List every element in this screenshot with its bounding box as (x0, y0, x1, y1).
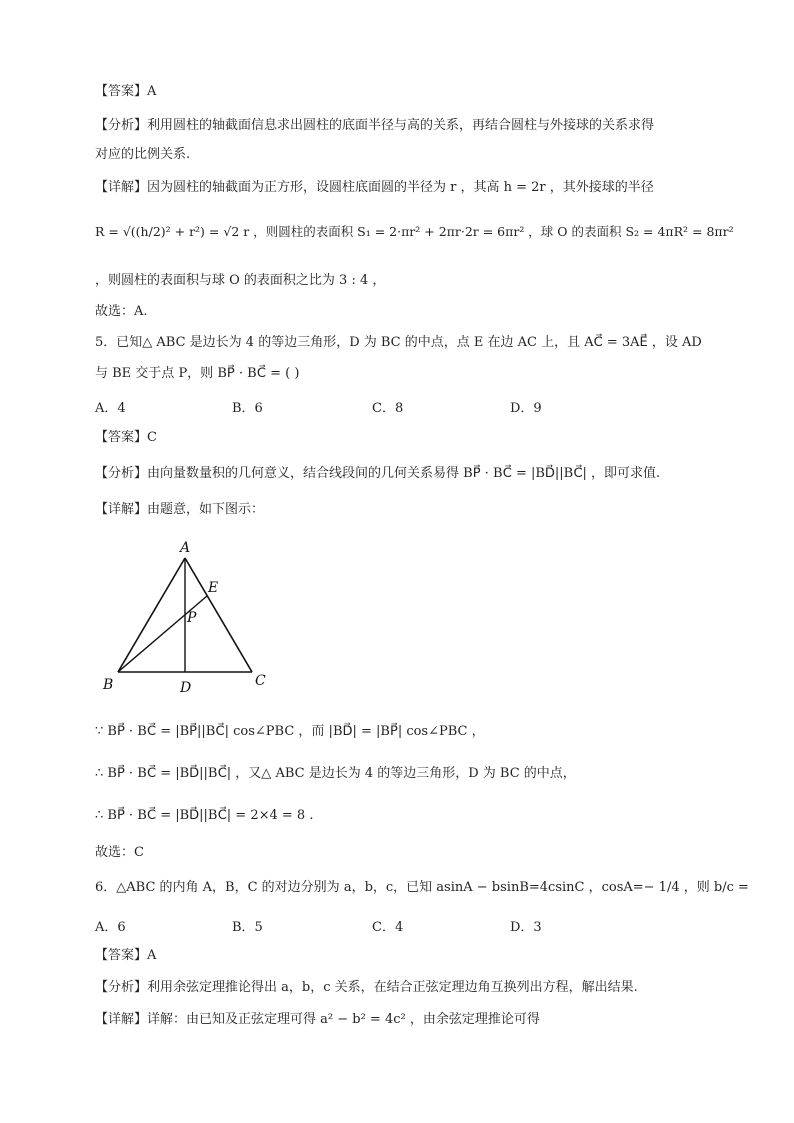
detail-tag: 【详解】 (95, 502, 148, 517)
side-ab (118, 558, 185, 672)
detail-tag: 【详解】 (95, 1012, 148, 1027)
q5-choose-line: 故选：C (95, 845, 144, 860)
q5-stem-line1: 5．已知△ ABC 是边长为 4 的等边三角形，D 为 BC 的中点，点 E 在边 AC 上，且 AC⃗ = 3AE⃗ ，设 AD (95, 335, 702, 350)
analysis-tag: 【分析】 (95, 980, 148, 995)
label-c: C (255, 673, 266, 689)
q4-detail-line (95, 178, 654, 198)
analysis-tag: 【分析】 (95, 466, 148, 481)
q4-conclusion-line: ，则圆柱的表面积与球 O 的表面积之比为 3 : 4 ， (95, 273, 386, 288)
answer-tag: 【答案】 (95, 430, 148, 445)
q5-answer-line (95, 428, 157, 448)
q6-stem: 6．△ABC 的内角 A，B，C 的对边分别为 a，b，c，已知 asinA − bsinB=4csinC ，cosA=− 1/4 ，则 b/c = (95, 880, 749, 895)
q6-option-d: D．3 (510, 920, 542, 935)
answer-value: A (147, 84, 157, 99)
detail-tag: 【详解】 (95, 180, 148, 195)
q4-analysis-line (95, 116, 654, 136)
answer-value: A (147, 948, 157, 963)
q5-option-c: C．8 (372, 401, 404, 416)
q4-choose-line: 故选：A. (95, 304, 148, 319)
q4-analysis-line2: 对应的比例关系. (95, 147, 191, 162)
q5-option-d: D．9 (510, 401, 542, 416)
detail-text: 详解：由已知及正弦定理可得 a² − b² = 4c² ，由余弦定理推论可得 (147, 1012, 540, 1027)
q6-option-a: A．6 (95, 920, 126, 935)
q6-detail-line (95, 1010, 540, 1030)
q5-option-b: B．6 (232, 401, 263, 416)
q5-analysis-line (95, 464, 660, 484)
q6-analysis-line (95, 978, 638, 998)
label-p: P (187, 610, 197, 626)
label-b: B (103, 677, 114, 693)
answer-value: C (147, 430, 157, 445)
analysis-text: 利用圆柱的轴截面信息求出圆柱的底面半径与高的关系，再结合圆柱与外接球的关系求得 (147, 118, 655, 133)
answer-tag: 【答案】 (95, 84, 148, 99)
answer-tag: 【答案】 (95, 948, 148, 963)
q4-answer-line (95, 82, 156, 102)
q5-step2: ∴ BP⃗ · BC⃗ = |BD⃗||BC⃗| ，又△ ABC 是边长为 4 的等边三角形，D 为 BC 的中点， (95, 766, 576, 781)
q5-option-a: A．4 (95, 401, 126, 416)
q6-option-c: C．4 (372, 920, 404, 935)
label-e: E (208, 580, 219, 596)
q5-detail-line (95, 500, 264, 520)
segment-be (118, 596, 207, 672)
detail-text: 由题意，如下图示： (147, 502, 265, 517)
analysis-text: 由向量数量积的几何意义，结合线段间的几何关系易得 BP⃗ · BC⃗ = |BD⃗||BC⃗| ，即可求值. (147, 466, 661, 481)
detail-text: 因为圆柱的轴截面为正方形，设圆柱底面圆的半径为 r ，其高 h = 2r ，其外接球的半径 (147, 180, 654, 195)
q5-step1: ∵ BP⃗ · BC⃗ = |BP⃗||BC⃗| cos∠PBC ，而 |BD⃗| = |BP⃗| cos∠PBC ， (95, 724, 485, 739)
label-a: A (180, 540, 191, 556)
q5-stem-line2: 与 BE 交于点 P，则 BP⃗ · BC⃗ = ( ) (95, 366, 300, 381)
label-d: D (180, 680, 192, 696)
triangle-figure (95, 535, 285, 700)
analysis-text: 利用余弦定理推论得出 a，b，c 关系，在结合正弦定理边角互换列出方程，解出结果. (147, 980, 638, 995)
analysis-tag: 【分析】 (95, 118, 148, 133)
q4-formula-line: R = √((h/2)² + r²) = √2 r ，则圆柱的表面积 S₁ = 2·πr² + 2πr·2r = 6πr² ，球 O 的表面积 S₂ = 4πR² = 8πr² (95, 224, 734, 239)
q5-step3: ∴ BP⃗ · BC⃗ = |BD⃗||BC⃗| = 2×4 = 8 . (95, 808, 314, 823)
q6-option-b: B．5 (232, 920, 263, 935)
q6-answer-line (95, 946, 156, 966)
